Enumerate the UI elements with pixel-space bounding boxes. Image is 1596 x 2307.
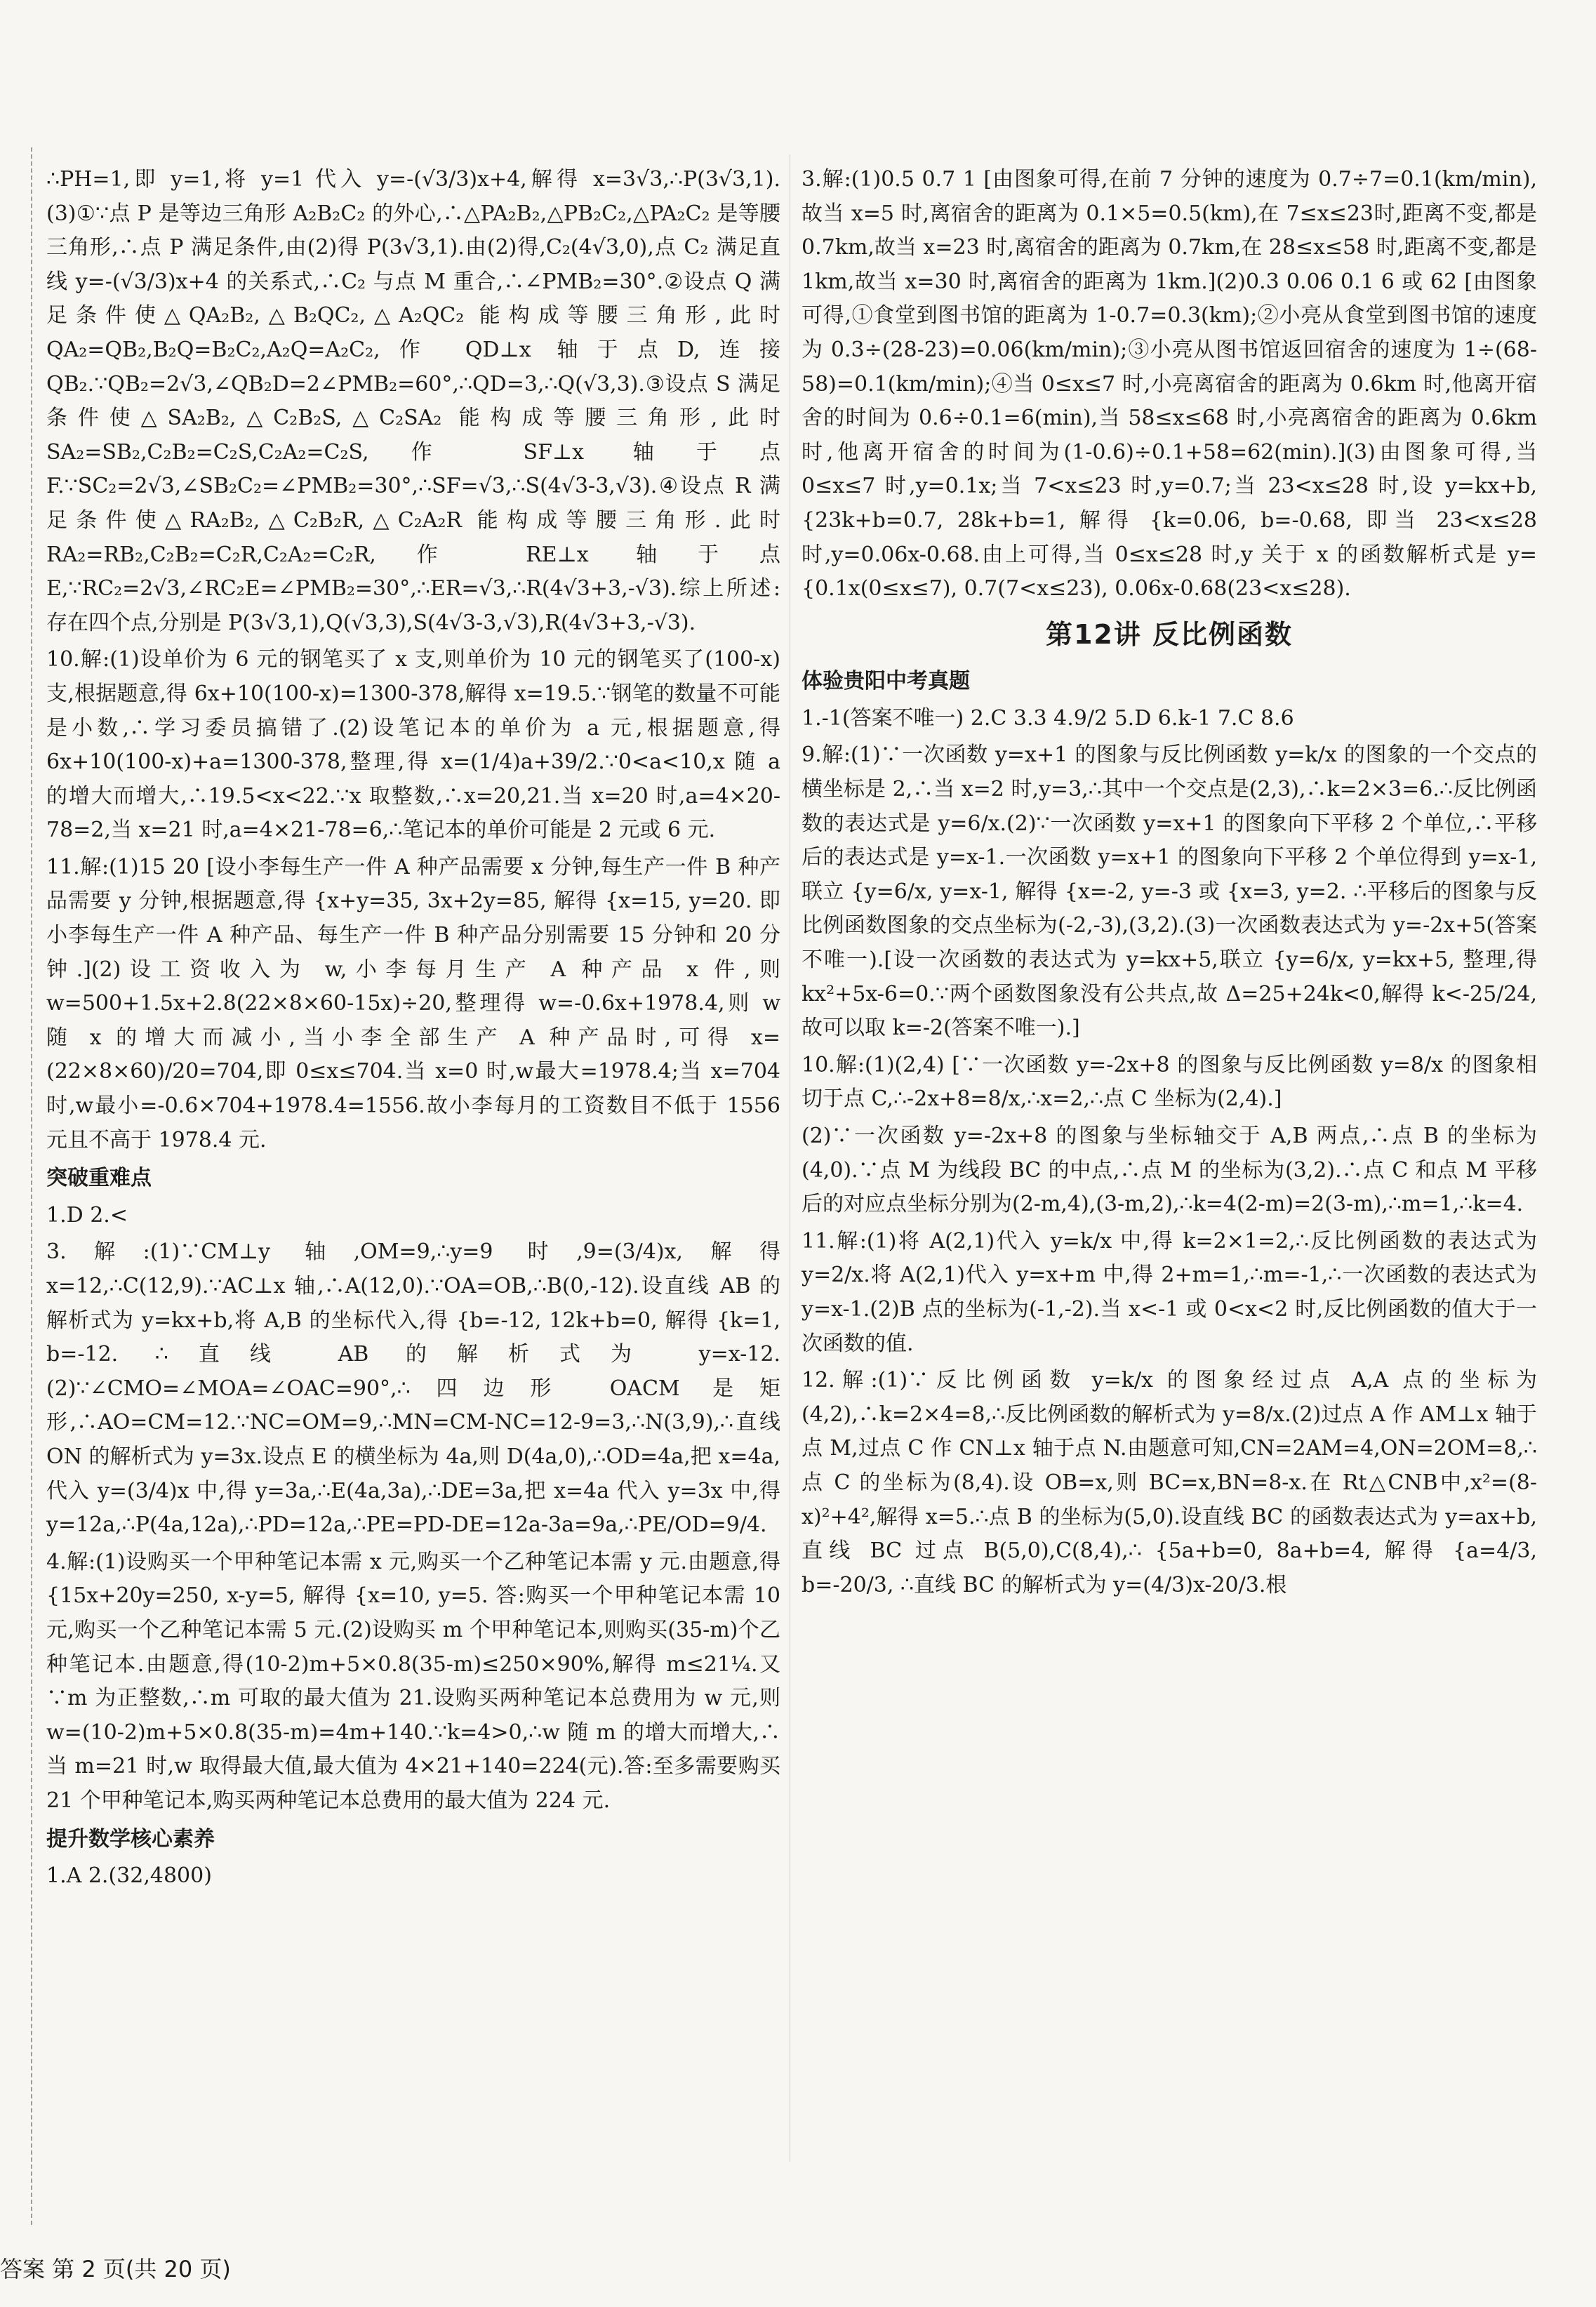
section-heading: 体验贵阳中考真题 [802, 669, 970, 694]
chapter-title: 第12讲 反比例函数 [1045, 618, 1294, 650]
section-heading: 提升数学核心素养 [46, 1826, 215, 1851]
left-column [46, 163, 780, 1896]
answer-paragraph: 12.解:(1)∵反比例函数 y=k/x 的图象经过点 A,A 点的坐标为(4,2),∴k=2×4=8,∴反比例函数的解析式为 y=8/x.(2)过点 A 作 AM⊥x 轴于点 M,过点 C 作 CN⊥x 轴于点 N.由题意可知,CN=2AM=4,ON=2OM=8,∴点 C 的坐标为(8,4).设 OB=x,则 BC=x,BN=8-x.在 Rt△CNB中,x²=(8-x)²+4²,解得 x=5.∴点 B 的坐标为(5,0).设直线 BC 的函数表达式为 y=ax+b,直线 BC 过点 B(5,0),C(8,4),∴ {5a+b=0, 8a+b=4, 解得 {a=4/3, b=-20/3, ∴直线 BC 的解析式为 y=(4/3)x-20/3.根 [802, 1368, 1537, 1597]
page-footer: 答案 第 2 页(共 20 页) [0, 2256, 231, 2282]
answer-paragraph: 1.A 2.(32,4800) [46, 1863, 212, 1889]
answer-paragraph: (2)∵一次函数 y=-2x+8 的图象与坐标轴交于 A,B 两点,∴点 B 的坐标为(4,0).∵点 M 为线段 BC 的中点,∴点 M 的坐标为(3,2).∴点 C 和点 M 平移后的对应点坐标分别为(2-m,4),(3-m,2),∴k=4(2-m)=2(3-m),∴m=1,∴k=4. [802, 1123, 1537, 1217]
answer-paragraph: 11.解:(1)15 20 [设小李每生产一件 A 种产品需要 x 分钟,每生产一件 B 种产品需要 y 分钟,根据题意,得 {x+y=35, 3x+2y=85, 解得 {x=15, y=20. 即小李每生产一件 A 种产品、每生产一件 B 种产品分别需要 15 分钟和 20 分钟.](2)设工资收入为 w,小李每月生产 A 种产品 x 件,则 w=500+1.5x+2.8(22×8×60-15x)÷20,整理得 w=-0.6x+1978.4,则 w 随 x 的增大而减小,当小李全部生产 A 种产品时,可得 x=(22×8×60)/20=704,即 0≤x≤704.当 x=0 时,w最大=1978.4;当 x=704 时,w最小=-0.6×704+1978.4=1556.故小李每月的工资数目不低于 1556 元且不高于 1978.4 元. [46, 854, 780, 1152]
answer-paragraph: 1.D 2.< [46, 1202, 128, 1228]
answer-paragraph: 10.解:(1)设单价为 6 元的钢笔买了 x 支,则单价为 10 元的钢笔买了(100-x)支,根据题意,得 6x+10(100-x)=1300-378,解得 x=19.5.∵钢笔的数量不可能是小数,∴学习委员搞错了.(2)设笔记本的单价为 a 元,根据题意,得 6x+10(100-x)+a=1300-378,整理,得 x=(1/4)a+39/2.∵0<a<10,x 随 a 的增大而增大,∴19.5<x<22.∵x 取整数,∴x=20,21.当 x=20 时,a=4×20-78=2,当 x=21 时,a=4×21-78=6,∴笔记本的单价可能是 2 元或 6 元. [46, 647, 780, 843]
binding-margin-line [31, 147, 32, 2225]
section-heading: 突破重难点 [46, 1166, 152, 1191]
answer-paragraph: 4.解:(1)设购买一个甲种笔记本需 x 元,购买一个乙种笔记本需 y 元.由题意,得 {15x+20y=250, x-y=5, 解得 {x=10, y=5. 答:购买一个甲种笔记本需 10 元,购买一个乙种笔记本需 5 元.(2)设购买 m 个甲种笔记本,则购买(35-m)个乙种笔记本.由题意,得(10-2)m+5×0.8(35-m)≤250×90%,解得 m≤21¼.又∵m 为正整数,∴m 可取的最大值为 21.设购买两种笔记本总费用为 w 元,则 w=(10-2)m+5×0.8(35-m)=4m+140.∵k=4>0,∴w 随 m 的增大而增大,∴当 m=21 时,w 取得最大值,最大值为 4×21+140=224(元).答:至多需要购买 21 个甲种笔记本,购买两种笔记本总费用的最大值为 224 元. [46, 1549, 780, 1813]
answer-paragraph: 9.解:(1)∵一次函数 y=x+1 的图象与反比例函数 y=k/x 的图象的一个交点的横坐标是 2,∴当 x=2 时,y=3,∴其中一个交点是(2,3),∴k=2×3=6.∴反比例函数的表达式是 y=6/x.(2)∵一次函数 y=x+1 的图象向下平移 2 个单位,∴平移后的表达式是 y=x-1.一次函数 y=x+1 的图象向下平移 2 个单位得到 y=x-1,联立 {y=6/x, y=x-1, 解得 {x=-2, y=-3 或 {x=3, y=2. ∴平移后的图象与反比例函数图象的交点坐标为(-2,-3),(3,2).(3)一次函数表达式为 y=-2x+5(答案不唯一).[设一次函数的表达式为 y=kx+5,联立 {y=6/x, y=kx+5, 整理,得 kx²+5x-6=0.∵两个函数图象没有公共点,故 Δ=25+24k<0,解得 k<-25/24,故可以取 k=-2(答案不唯一).] [802, 743, 1537, 1041]
answer-paragraph: ∴PH=1,即 y=1,将 y=1 代入 y=-(√3/3)x+4,解得 x=3√3,∴P(3√3,1).(3)①∵点 P 是等边三角形 A₂B₂C₂ 的外心,∴△PA₂B₂,△PB₂C₂,△PA₂C₂ 是等腰三角形,∴点 P 满足条件,由(2)得 P(3√3,1).由(2)得,C₂(4√3,0),点 C₂ 满足直线 y=-(√3/3)x+4 的关系式,∴C₂ 与点 M 重合,∴∠PMB₂=30°.②设点 Q 满足条件使△QA₂B₂,△B₂QC₂,△A₂QC₂ 能构成等腰三角形,此时 QA₂=QB₂,B₂Q=B₂C₂,A₂Q=A₂C₂,作 QD⊥x 轴于点D,连接 QB₂.∵QB₂=2√3,∠QB₂D=2∠PMB₂=60°,∴QD=3,∴Q(√3,3).③设点 S 满足条件使△SA₂B₂,△C₂B₂S,△C₂SA₂ 能构成等腰三角形,此时 SA₂=SB₂,C₂B₂=C₂S,C₂A₂=C₂S,作 SF⊥x 轴于点 F.∵SC₂=2√3,∠SB₂C₂=∠PMB₂=30°,∴SF=√3,∴S(4√3-3,√3).④设点 R 满足条件使△RA₂B₂,△C₂B₂R,△C₂A₂R 能构成等腰三角形.此时 RA₂=RB₂,C₂B₂=C₂R,C₂A₂=C₂R,作 RE⊥x 轴于点 E,∵RC₂=2√3,∠RC₂E=∠PMB₂=30°,∴ER=√3,∴R(4√3+3,-√3).综上所述:存在四个点,分别是 P(3√3,1),Q(√3,3),S(4√3-3,√3),R(4√3+3,-√3). [46, 167, 780, 635]
answer-paragraph: 1.-1(答案不唯一) 2.C 3.3 4.9/2 5.D 6.k-1 7.C 8.6 [802, 705, 1294, 731]
answer-paragraph: 10.解:(1)(2,4) [∵一次函数 y=-2x+8 的图象与反比例函数 y=8/x 的图象相切于点 C,∴-2x+8=8/x,∴x=2,∴点 C 坐标为(2,4).] [802, 1052, 1537, 1112]
answer-paragraph: 3.解:(1)0.5 0.7 1 [由图象可得,在前 7 分钟的速度为 0.7÷7=0.1(km/min),故当 x=5 时,离宿舍的距离为 0.1×5=0.5(km),在 7≤x≤23时,距离不变,都是 0.7km,故当 x=23 时,离宿舍的距离为 0.7km,在 28≤x≤58 时,距离不变,都是 1km,故当 x=30 时,离宿舍的距离为 1km.](2)0.3 0.06 0.1 6 或 62 [由图象可得,①食堂到图书馆的距离为 1-0.7=0.3(km);②小亮从食堂到图书馆的速度为 0.3÷(28-23)=0.06(km/min);③小亮从图书馆返回宿舍的速度为 1÷(68-58)=0.1(km/min);④当 0≤x≤7 时,小亮离宿舍的距离为 0.6km 时,他离开宿舍的时间为 0.6÷0.1=6(min),当 58≤x≤68 时,小亮离宿舍的距离为 0.6km 时,他离开宿舍的时间为(1-0.6)÷0.1+58=62(min).](3)由图象可得,当 0≤x≤7 时,y=0.1x;当 7<x≤23 时,y=0.7;当 23<x≤28 时,设 y=kx+b, {23k+b=0.7, 28k+b=1, 解得 {k=0.06, b=-0.68, 即当 23<x≤28 时,y=0.06x-0.68.由上可得,当 0≤x≤28 时,y 关于 x 的函数解析式是 y= {0.1x(0≤x≤7), 0.7(7<x≤23), 0.06x-0.68(23<x≤28). [802, 167, 1537, 601]
right-column [802, 163, 1537, 1605]
answer-paragraph: 3.解:(1)∵CM⊥y 轴,OM=9,∴y=9 时,9=(3/4)x,解得 x=12,∴C(12,9).∵AC⊥x 轴,∴A(12,0).∵OA=OB,∴B(0,-12).设直线 AB 的解析式为 y=kx+b,将 A,B 的坐标代入,得 {b=-12, 12k+b=0, 解得 {k=1, b=-12. ∴直线 AB 的解析式为 y=x-12.(2)∵∠CMO=∠MOA=∠OAC=90°,∴四边形 OACM 是矩形,∴AO=CM=12.∵NC=OM=9,∴MN=CM-NC=12-9=3,∴N(3,9),∴直线 ON 的解析式为 y=3x.设点 E 的横坐标为 4a,则 D(4a,0),∴OD=4a,把 x=4a,代入 y=(3/4)x 中,得 y=3a,∴E(4a,3a),∴DE=3a,把 x=4a 代入 y=3x 中,得 y=12a,∴P(4a,12a),∴PD=12a,∴PE=PD-DE=12a-3a=9a,∴PE/OD=9/4. [46, 1239, 780, 1538]
answer-paragraph: 11.解:(1)将 A(2,1)代入 y=k/x 中,得 k=2×1=2,∴反比例函数的表达式为 y=2/x.将 A(2,1)代入 y=x+m 中,得 2+m=1,∴m=-1,∴一次函数的表达式为 y=x-1.(2)B 点的坐标为(-1,-2).当 x<-1 或 0<x<2 时,反比例函数的值大于一次函数的值. [802, 1228, 1537, 1356]
